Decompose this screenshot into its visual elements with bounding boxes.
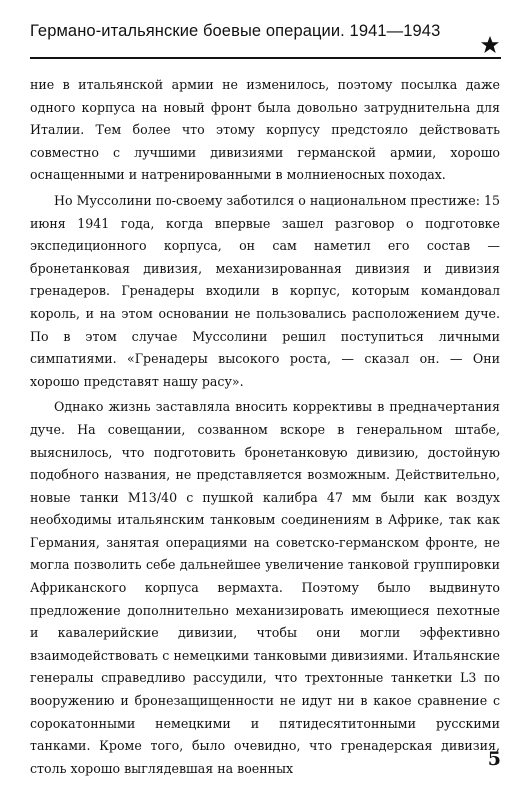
paragraph: Но Муссолини по-своему заботился о национальном престиже: 15 июня 1941 года, когда впервые зашел разговор о подготовке экспедиционного корпуса, он сам наметил его состав — бронетанковая дивизия, механизированная дивизия и дивизия гренадеров. Гренадеры входили в корпус, которым командовал король, и на этом основании не пользовались расположением дуче. По в этом случае Муссолини решил поступиться личными симпатиями. «Гренадеры высокого роста, — сказал он. — Они хорошо представят нашу расу». — [30, 192, 500, 389]
running-header-title: Германо-итальянские боевые операции. 1941—1943 — [30, 22, 441, 40]
body-text — [30, 74, 500, 780]
paragraph: Однако жизнь заставляла вносить коррективы в предначертания дуче. На совещании, созванном вскоре в генеральном штабе, выяснилось, что подготовить бронетанковую дивизию, достойную подобного названия, не представляется возможным. Действительно, новые танки M13/40 с пушкой калибра 47 мм были как воздух необходимы итальянским танковым соединениям в Африке, так как Германия, занятая операциями на советско-германском фронте, не могла позволить себе дальнейшее увеличение танковой группировки Африканского корпуса вермахта. Поэтому было выдвинуто предложение дополнительно механизировать имеющиеся пехотные и кавалерийские дивизии, чтобы они могли эффективно взаимодействовать с немецкими танковыми дивизиями. Итальянские генералы справедливо рассудили, что трехтонные танкетки L3 по вооружению и бронезащищенности не идут ни в какое сравнение с сорокатонными немецкими и пятидесятитонными русскими танками. Кроме того, было очевидно, что гренадерская дивизия, столь хорошо выглядевшая на военных — [30, 399, 500, 776]
page-number: 5 — [487, 748, 501, 770]
star-icon — [480, 35, 500, 55]
header-divider — [30, 57, 501, 59]
paragraph: ние в итальянской армии не изменилось, поэтому посылка даже одного корпуса на новый фронт была довольно затруднительна для Италии. Тем более что этому корпусу предстояло действовать совместно с лучшими дивизиями германской армии, хорошо оснащенными и натренированными в молниеносных походах. — [30, 77, 500, 183]
